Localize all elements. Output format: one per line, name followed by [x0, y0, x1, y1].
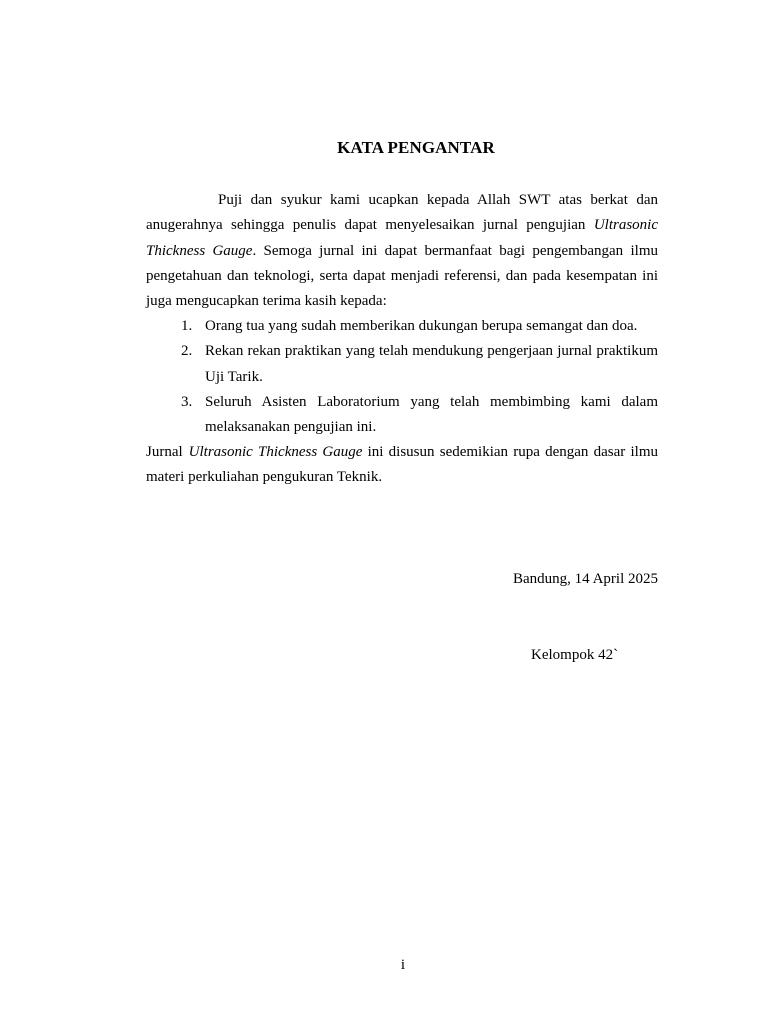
list-item [146, 390, 658, 441]
closing-text-2: ini disusun sedemikian rupa dengan dasar ilmu materi perkuliahan pengukuran Teknik. [146, 444, 659, 486]
closing-italic-term: Ultrasonic Thickness Gauge [188, 444, 363, 460]
signature-group: Kelompok 42` [531, 647, 619, 663]
page-number: i [400, 957, 406, 973]
page-title: KATA PENGANTAR [337, 138, 495, 157]
list-item-number: 2. [181, 343, 193, 360]
list-item [146, 339, 658, 390]
intro-paragraph [146, 188, 658, 314]
place-date: Bandung, 14 April 2025 [513, 571, 658, 587]
intro-italic-term: Ultrasonic Thickness Gauge [146, 217, 658, 259]
closing-paragraph [146, 440, 658, 491]
list-item-text: Orang tua yang sudah memberikan dukungan berupa semangat dan doa. [205, 318, 638, 334]
closing-text-1: Jurnal [146, 444, 183, 460]
list-item-text: Rekan rekan praktikan yang telah mendukung pengerjaan jurnal praktikum Uji Tarik. [205, 343, 658, 385]
thanks-list [146, 314, 658, 440]
intro-text-2: . Semoga jurnal ini dapat bermanfaat bagi pengembangan ilmu pengetahuan dan teknologi, serta dapat menjadi referensi, dan pada kesempatan ini juga mengucapkan terima kasih kepada: [146, 242, 658, 310]
list-item-number: 1. [181, 318, 193, 334]
list-item-text: Seluruh Asisten Laboratorium yang telah membimbing kami dalam melaksanakan pengujian ini. [205, 393, 658, 436]
list-item [146, 314, 658, 339]
list-item-number: 3. [181, 393, 193, 410]
intro-text-1: Puji dan syukur kami ucapkan kepada Allah SWT atas berkat dan anugerahnya sehingga penulis dapat menyelesaikan jurnal pengujian [146, 192, 658, 234]
